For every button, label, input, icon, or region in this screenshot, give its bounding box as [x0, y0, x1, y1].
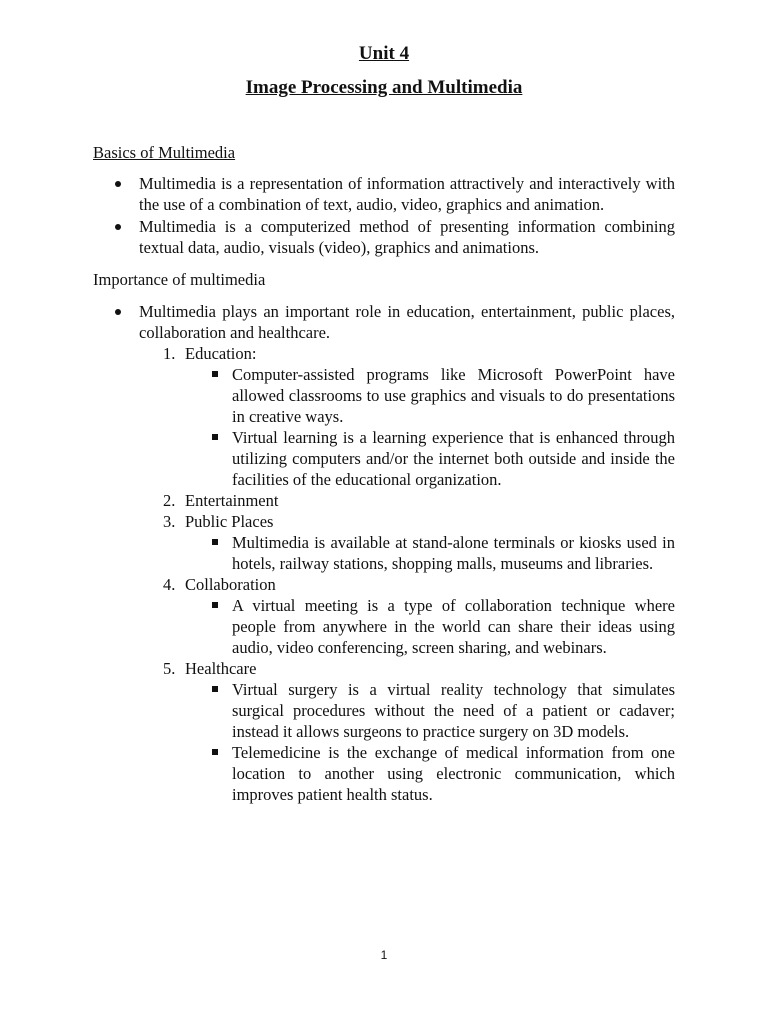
numbered-item-entertainment: [0, 490, 768, 511]
square-bullet-icon: [212, 686, 218, 692]
item-number: 1.: [163, 344, 176, 363]
item-number: 4.: [163, 575, 176, 594]
item-number: 2.: [163, 491, 176, 510]
item-label: Entertainment: [185, 491, 279, 510]
sub-list-item: [0, 679, 768, 742]
bullet-text: Multimedia is a computerized method of presenting information combining textual data, audio, visuals (video), graphics and animations.: [139, 217, 675, 257]
numbered-item-public-places: [0, 511, 768, 532]
bullet-icon: [115, 224, 121, 230]
square-bullet-icon: [212, 749, 218, 755]
unit-title: Unit 4: [358, 43, 410, 64]
item-label: Collaboration: [185, 575, 276, 594]
sub-list-item: [0, 595, 768, 658]
importance-bullet-list: [0, 301, 768, 343]
bullet-icon: [115, 181, 121, 187]
square-bullet-icon: [212, 602, 218, 608]
square-bullet-icon: [212, 434, 218, 440]
sub-list-item: [0, 742, 768, 805]
basics-bullet-list: [0, 173, 768, 258]
item-number: 5.: [163, 659, 176, 678]
sub-item-text: Virtual surgery is a virtual reality technology that simulates surgical procedures without the need of a patient or cadaver; instead it allows surgeons to practice surgery on 3D models.: [232, 680, 675, 741]
sub-item-text: Computer-assisted programs like Microsoft PowerPoint have allowed classrooms to use graphics and visuals to do presentations in creative ways.: [232, 365, 675, 426]
item-label: Public Places: [185, 512, 274, 531]
numbered-item-healthcare: [0, 658, 768, 679]
sub-list-item: [0, 364, 768, 427]
sub-list-item: [0, 532, 768, 574]
sub-item-text: Telemedicine is the exchange of medical information from one location to another using electronic communication, which improves patient health status.: [232, 743, 675, 804]
basics-heading: Basics of Multimedia: [93, 143, 236, 162]
page-title: Image Processing and Multimedia: [245, 77, 523, 98]
item-number: 3.: [163, 512, 176, 531]
importance-heading: Importance of multimedia: [93, 270, 266, 289]
sub-list-item: [0, 427, 768, 490]
square-bullet-icon: [212, 371, 218, 377]
sub-item-text: A virtual meeting is a type of collaboration technique where people from anywhere in the world can share their ideas using audio, video conferencing, screen sharing, and webinars.: [232, 596, 675, 657]
numbered-item-education: [0, 343, 768, 364]
list-item: [0, 173, 768, 215]
list-item: [0, 216, 768, 258]
page-number: 1: [380, 948, 388, 962]
item-label: Healthcare: [185, 659, 257, 678]
bullet-text: Multimedia plays an important role in education, entertainment, public places, collaboration and healthcare.: [139, 302, 675, 342]
list-item: [0, 301, 768, 343]
square-bullet-icon: [212, 539, 218, 545]
item-label: Education:: [185, 344, 257, 363]
bullet-icon: [115, 309, 121, 315]
sub-item-text: Multimedia is available at stand-alone terminals or kiosks used in hotels, railway stations, shopping malls, museums and libraries.: [232, 533, 675, 573]
sub-item-text: Virtual learning is a learning experience that is enhanced through utilizing computers and/or the internet both outside and inside the facilities of the educational organization.: [232, 428, 675, 489]
importance-numbered-list: [0, 343, 768, 805]
bullet-text: Multimedia is a representation of information attractively and interactively with the use of a combination of text, audio, video, graphics and animation.: [139, 174, 675, 214]
numbered-item-collaboration: [0, 574, 768, 595]
